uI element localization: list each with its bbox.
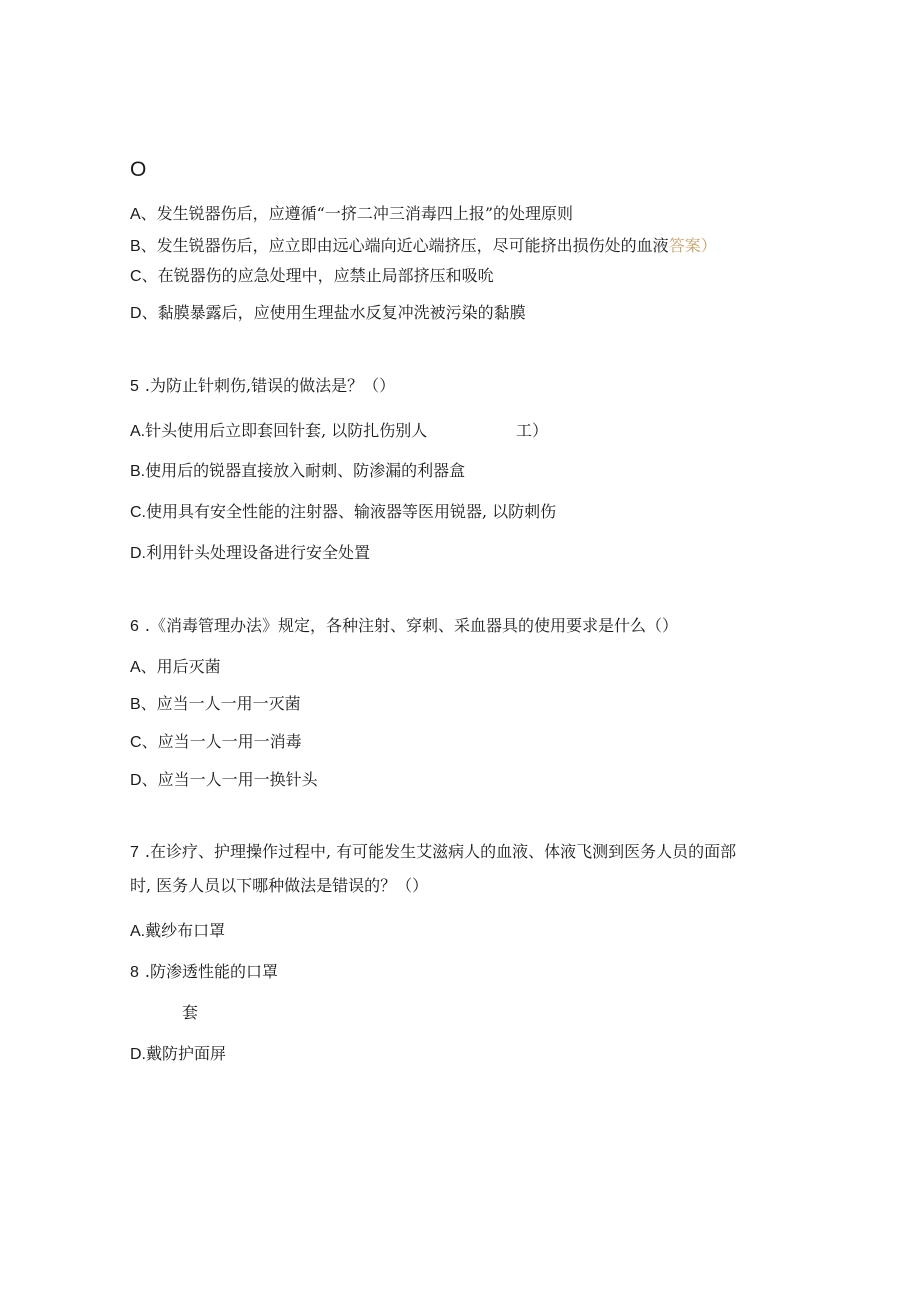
option-letter: B <box>130 696 141 713</box>
option-letter: A. <box>130 423 146 440</box>
q5-option-a-trailing: 工） <box>516 421 549 440</box>
q6-option-c <box>130 732 302 753</box>
question-text: .为防止针刺伤,错误的做法是？（） <box>144 376 396 395</box>
option-letter: B <box>130 238 141 255</box>
option-letter: D <box>130 305 142 322</box>
question-text: .在诊疗、护理操作过程中, 有可能发生艾滋病人的血液、体液飞测到医务人员的面部 <box>144 842 737 861</box>
option-letter: A <box>130 659 141 676</box>
option-letter: D <box>130 772 142 789</box>
option-letter: D. <box>130 545 146 562</box>
option-text: 利用针头处理设备进行安全处置 <box>146 543 371 562</box>
option-letter: D. <box>130 1046 146 1063</box>
question-number: 8 <box>130 964 139 981</box>
option-letter: C <box>130 268 142 285</box>
q5-option-d <box>130 543 370 564</box>
option-text: 、应当一人一用一换针头 <box>141 770 318 789</box>
option-text: 、黏膜暴露后，应使用生理盐水反复冲洗被污染的黏膜 <box>141 303 526 322</box>
q5-option-a <box>130 421 427 442</box>
q6-option-d <box>130 770 318 791</box>
question-number: 6 <box>130 618 139 635</box>
question-number: 5 <box>130 378 139 395</box>
option-letter: C <box>130 734 142 751</box>
option-letter: A <box>130 206 141 223</box>
q6-stem <box>130 616 678 637</box>
question-text: .《消毒管理办法》规定，各种注射、穿刺、采血器具的使用要求是什么（） <box>144 616 678 635</box>
q8-option-d <box>130 1044 226 1065</box>
q8-fragment: 套 <box>182 1003 199 1022</box>
q5-option-c <box>130 502 556 523</box>
q4-option-a <box>130 204 573 225</box>
q4-option-b <box>130 236 717 257</box>
option-text: 使用具有安全性能的注射器、输液器等医用锐器, 以防刺伤 <box>146 502 557 521</box>
option-letter: A. <box>130 923 146 940</box>
q7-stem-line2: 时, 医务人员以下哪种做法是错误的？（） <box>130 876 429 895</box>
option-text: 、应当一人一用一灭菌 <box>140 694 301 713</box>
option-text: 针头使用后立即套回针套, 以防扎伤别人 <box>145 421 428 440</box>
answer-marker: 答案） <box>668 236 717 255</box>
option-letter: C. <box>130 504 146 521</box>
option-text: 、在锐器伤的应急处理中，应禁止局部挤压和吸吮 <box>141 266 494 285</box>
text-fragment-o: O <box>130 158 147 181</box>
option-text: 戴防护面屏 <box>146 1044 227 1063</box>
q7-option-a <box>130 921 225 942</box>
q7-stem-line1 <box>130 842 736 863</box>
option-text: 、发生锐器伤后，应立即由远心端向近心端挤压，尽可能挤出损伤处的血液 <box>140 236 669 255</box>
q8-stem <box>130 962 278 983</box>
option-text: 、应当一人一用一消毒 <box>141 732 302 751</box>
question-text: .防渗透性能的口罩 <box>144 962 278 981</box>
option-letter: B. <box>130 463 146 480</box>
q5-option-b <box>130 461 465 482</box>
q5-stem <box>130 376 395 397</box>
option-text: 戴纱布口罩 <box>145 921 226 940</box>
q4-option-c <box>130 266 494 287</box>
q4-option-d <box>130 303 526 324</box>
option-text: 使用后的锐器直接放入耐刺、防渗漏的利器盒 <box>145 461 466 480</box>
q6-option-a <box>130 657 221 678</box>
question-number: 7 <box>130 844 139 861</box>
q6-option-b <box>130 694 301 715</box>
option-text: 、用后灭菌 <box>140 657 221 676</box>
option-text: 、发生锐器伤后，应遵循“一挤二冲三消毒四上报”的处理原则 <box>140 204 574 223</box>
